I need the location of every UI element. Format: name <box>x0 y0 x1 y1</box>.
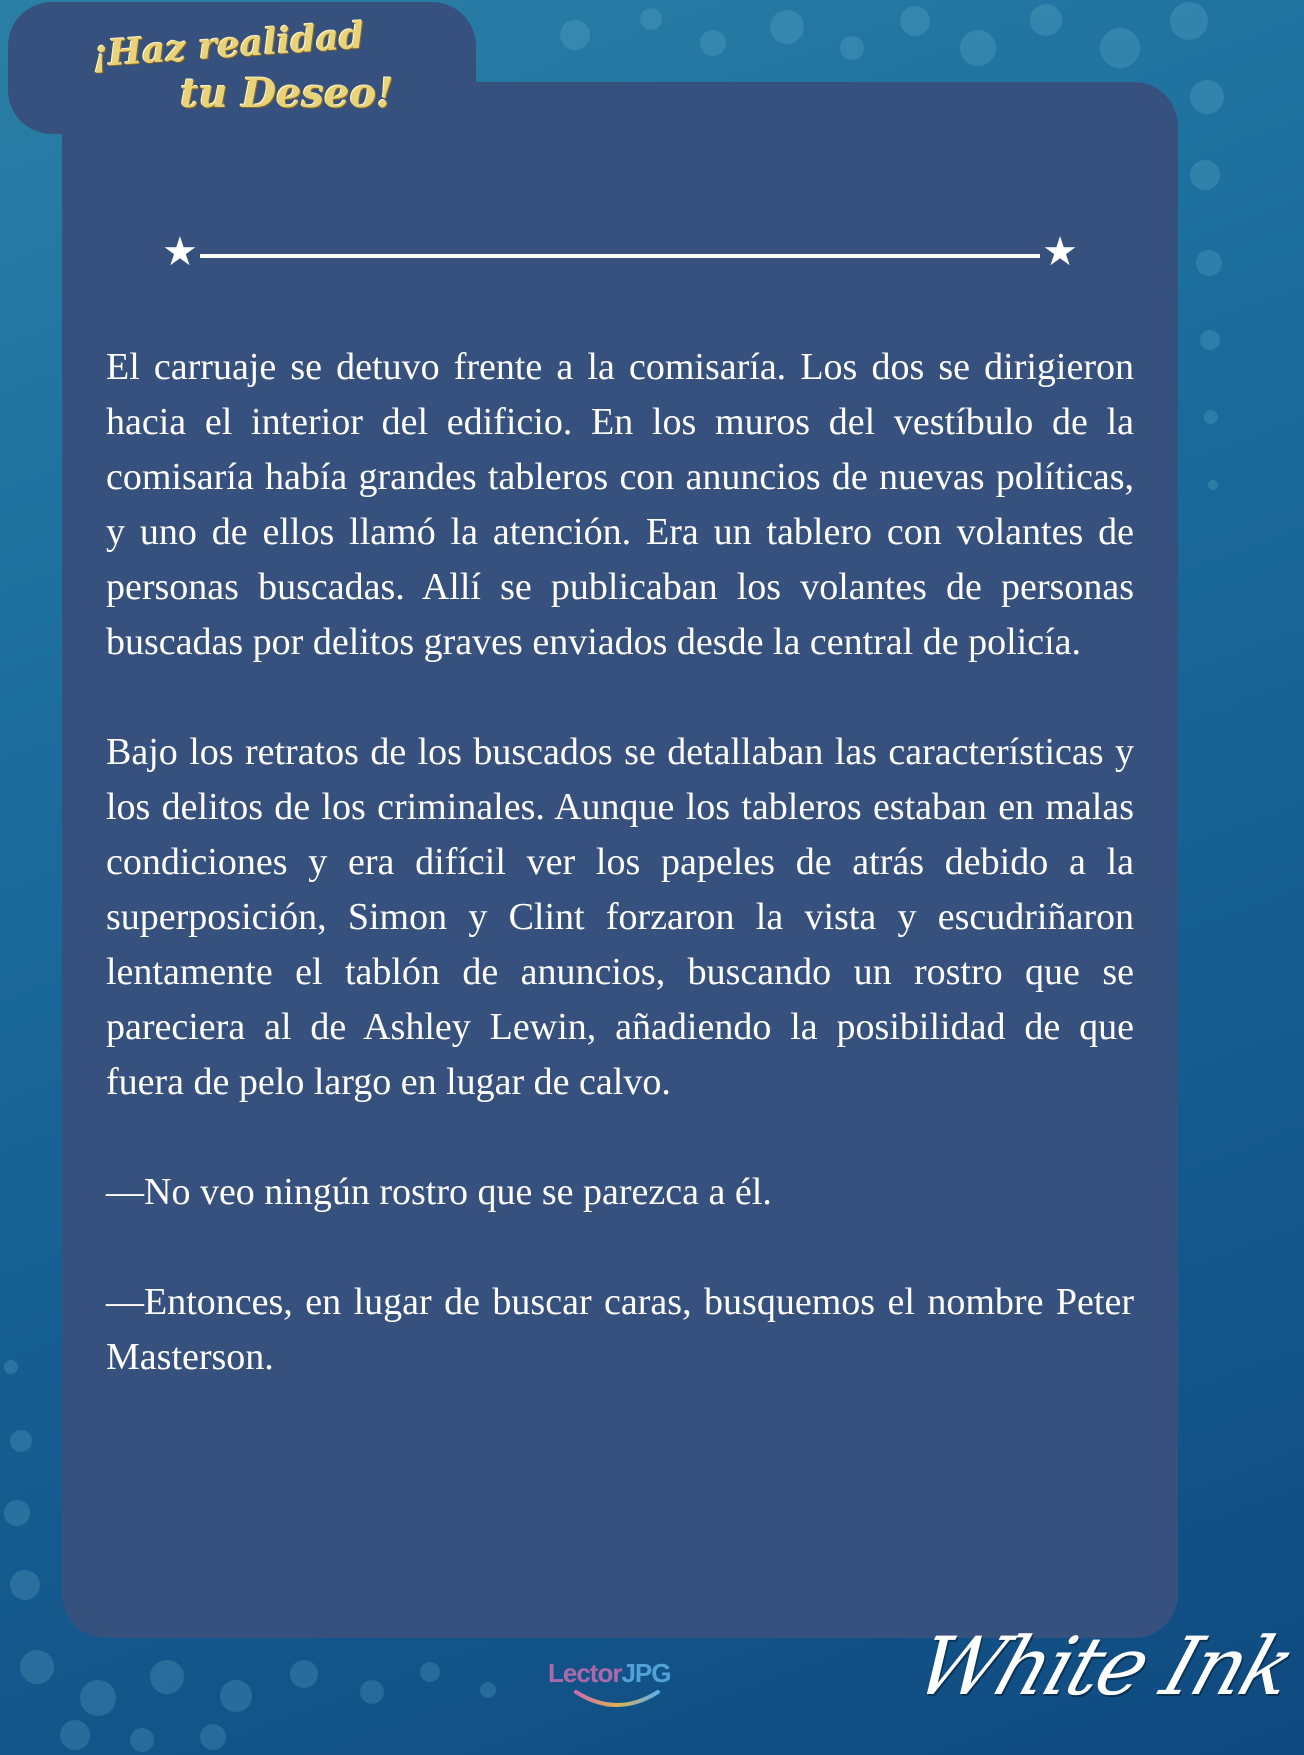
paragraph: Bajo los retratos de los buscados se detallaban las características y los delitos de los criminales. Aunque los tableros estaban en malas condiciones y era difícil ver los papeles de atrás debido a la superposición, Simon y Clint forzaron la vista y escudriñaron lentamente el tablón de anuncios, buscando un rostro que se pareciera al de Ashley Lewin, añadiendo la posibilidad de que fuera de pelo largo en lugar de calvo. <box>106 731 1134 1103</box>
logo-line-1: ¡Haz realidad <box>90 14 366 76</box>
watermark-text-part1: Lector <box>548 1658 622 1688</box>
signature-text: White Ink <box>904 1620 1304 1713</box>
signature <box>904 1610 1304 1740</box>
story-text <box>106 340 1134 1385</box>
divider-line <box>200 254 1040 258</box>
star-icon: ★ <box>1042 229 1078 275</box>
logo-line-2: tu Deseo! <box>180 70 394 117</box>
paragraph: El carruaje se detuvo frente a la comisaría. Los dos se dirigieron hacia el interior del edificio. En los muros del vestíbulo de la comisaría había grandes tableros con anuncios de nuevas políticas, y uno de ellos llamó la atención. Era un tablero con volantes de personas buscadas. Allí se publicaban los volantes de personas buscadas por delitos graves enviados desde la central de policía. <box>106 346 1134 663</box>
lectorjpg-watermark <box>548 1658 698 1718</box>
star-icon: ★ <box>162 229 198 275</box>
star-divider <box>162 229 1078 278</box>
smile-arc-icon <box>572 1688 662 1714</box>
brand-logo <box>90 14 394 128</box>
watermark-text <box>548 1658 671 1689</box>
dialogue-line: —Entonces, en lugar de buscar caras, busquemos el nombre Peter Masterson. <box>106 1281 1134 1378</box>
watermark-text-part2: JPG <box>621 1658 671 1688</box>
dialogue-line: —No veo ningún rostro que se parezca a él. <box>106 1171 772 1213</box>
